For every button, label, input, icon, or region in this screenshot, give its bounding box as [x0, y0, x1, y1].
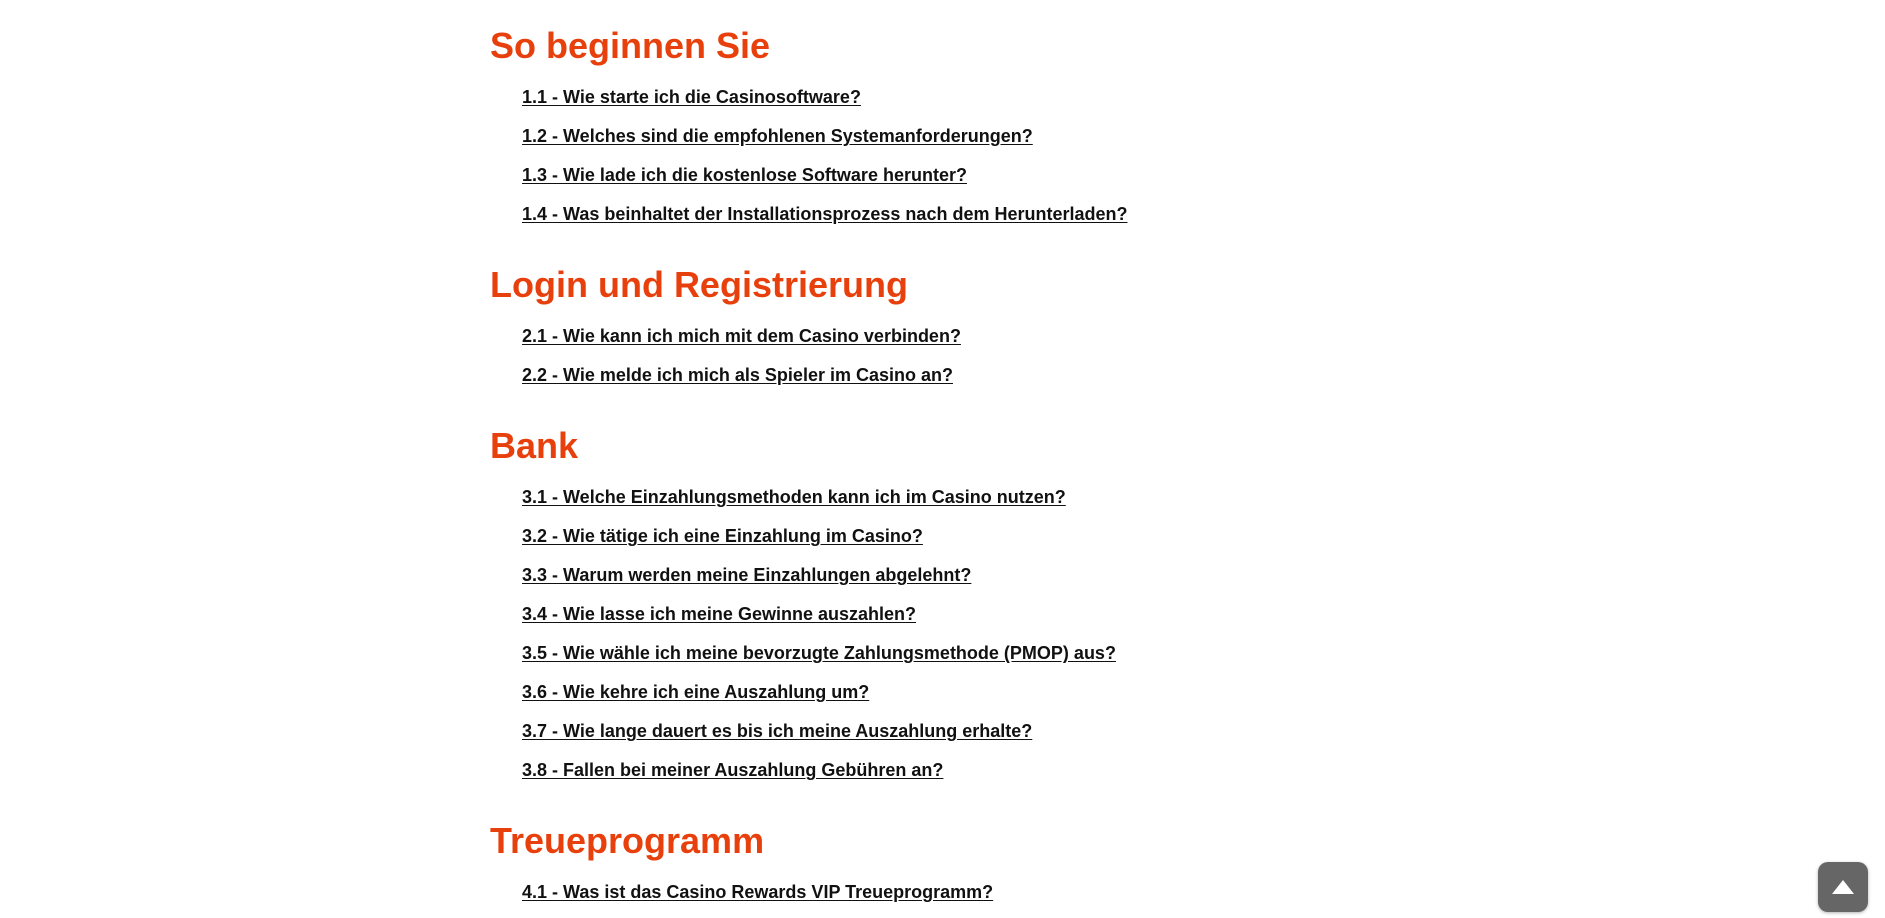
- list-item: [522, 356, 1390, 395]
- faq-question-link[interactable]: 3.1 - Welche Einzahlungsmethoden kann ich im Casino nutzen?: [522, 487, 1066, 507]
- list-item: [522, 478, 1390, 517]
- arrow-up-icon: [1831, 879, 1855, 895]
- faq-question-list: [490, 78, 1390, 234]
- faq-question-link[interactable]: 2.2 - Wie melde ich mich als Spieler im Casino an?: [522, 365, 953, 385]
- section-heading: So beginnen Sie: [490, 25, 771, 66]
- list-item: [522, 195, 1390, 234]
- list-item: [522, 156, 1390, 195]
- list-item: [522, 78, 1390, 117]
- list-item: [522, 634, 1390, 673]
- section-heading: Treueprogramm: [490, 820, 765, 861]
- faq-section: [490, 817, 1390, 912]
- list-item: [522, 673, 1390, 712]
- faq-question-link[interactable]: 3.5 - Wie wähle ich meine bevorzugte Zahlungsmethode (PMOP) aus?: [522, 643, 1116, 663]
- faq-question-link[interactable]: 1.3 - Wie lade ich die kostenlose Software herunter?: [522, 165, 967, 185]
- faq-question-list: [490, 873, 1390, 912]
- scroll-to-top-button[interactable]: [1818, 862, 1868, 912]
- list-item: [522, 117, 1390, 156]
- faq-question-list: [490, 317, 1390, 395]
- section-heading: Login und Registrierung: [490, 264, 908, 305]
- faq-section: [490, 261, 1390, 395]
- faq-question-link[interactable]: 1.1 - Wie starte ich die Casinosoftware?: [522, 87, 861, 107]
- list-item: [522, 873, 1390, 912]
- list-item: [522, 317, 1390, 356]
- faq-section: [490, 422, 1390, 790]
- faq-question-link[interactable]: 3.4 - Wie lasse ich meine Gewinne auszahlen?: [522, 604, 916, 624]
- faq-question-link[interactable]: 4.1 - Was ist das Casino Rewards VIP Treueprogramm?: [522, 882, 994, 902]
- faq-question-link[interactable]: 3.2 - Wie tätige ich eine Einzahlung im Casino?: [522, 526, 923, 546]
- list-item: [522, 712, 1390, 751]
- faq-question-link[interactable]: 2.1 - Wie kann ich mich mit dem Casino verbinden?: [522, 326, 961, 346]
- list-item: [522, 556, 1390, 595]
- section-heading: Bank: [490, 425, 579, 466]
- list-item: [522, 751, 1390, 790]
- list-item: [522, 595, 1390, 634]
- faq-question-link[interactable]: 3.8 - Fallen bei meiner Auszahlung Gebühren an?: [522, 760, 944, 780]
- faq-question-link[interactable]: 3.7 - Wie lange dauert es bis ich meine Auszahlung erhalte?: [522, 721, 1033, 741]
- faq-question-link[interactable]: 3.3 - Warum werden meine Einzahlungen abgelehnt?: [522, 565, 972, 585]
- faq-question-link[interactable]: 1.2 - Welches sind die empfohlenen Systemanforderungen?: [522, 126, 1033, 146]
- list-item: [522, 517, 1390, 556]
- faq-question-link[interactable]: 3.6 - Wie kehre ich eine Auszahlung um?: [522, 682, 870, 702]
- faq-question-list: [490, 478, 1390, 790]
- faq-content: [490, 22, 1390, 918]
- faq-section: [490, 22, 1390, 234]
- faq-question-link[interactable]: 1.4 - Was beinhaltet der Installationsprozess nach dem Herunterladen?: [522, 204, 1128, 224]
